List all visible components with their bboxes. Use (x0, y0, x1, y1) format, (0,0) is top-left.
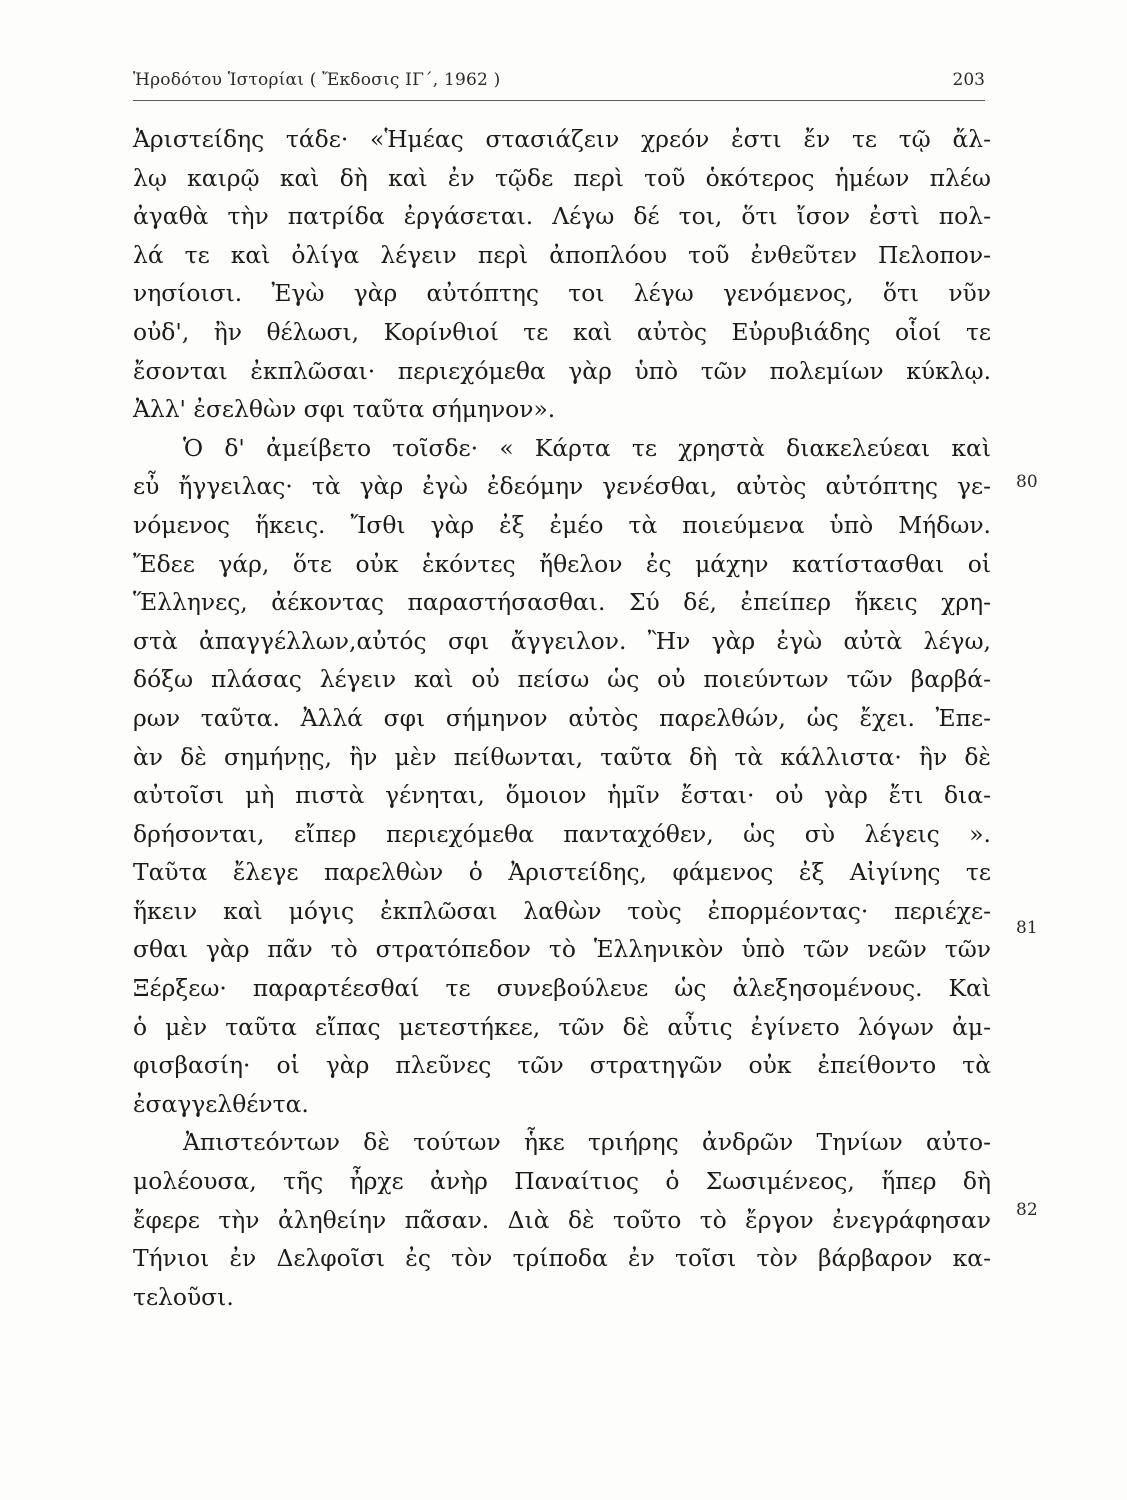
text-line: Ὁ δ' ἀμείβετο τοῖσδε· « Κάρτα τε χρηστὰ διακελεύεαι καὶ (183, 433, 991, 462)
text-line: σθαι γὰρ πᾶν τὸ στρατόπεδον τὸ Ἑλληνικὸν ὑπὸ τῶν νεῶν τῶν (133, 935, 991, 964)
text-line: Τήνιοι ἐν Δελφοῖσι ἐς τὸν τρίποδα ἐν τοῖσι τὸν βάρβαρον κα- (133, 1244, 991, 1273)
header-title: Ἡροδότου Ἱστορίαι ( Ἔκδοσις ΙΓ΄, 1962 ) (133, 70, 501, 90)
text-line: νόμενος ἥκεις. Ἴσθι γὰρ ἐξ ἐμέο τὰ ποιεύμενα ὑπὸ Μήδων. (133, 510, 991, 539)
text-line: ἔσονται ἐκπλῶσαι· περιεχόμεθα γὰρ ὑπὸ τῶν πολεμίων κύκλῳ. (133, 356, 991, 385)
text-line: δόξω πλάσας λέγειν καὶ οὐ πείσω ὡς οὐ ποιεύντων τῶν βαρβά- (133, 665, 991, 694)
text-line: ἐσαγγελθέντα. (133, 1089, 309, 1118)
running-header (133, 66, 985, 94)
margin-number: 82 (1016, 1200, 1038, 1220)
text-line: Ἀπιστεόντων δὲ τούτων ἧκε τριήρης ἀνδρῶν Τηνίων αὐτο- (183, 1128, 991, 1157)
margin-number: 81 (1016, 918, 1038, 938)
text-line: ὁ μὲν ταῦτα εἴπας μετεστήκεε, τῶν δὲ αὖτις ἐγίνετο λόγων ἀμ- (133, 1012, 991, 1041)
text-line: Ταῦτα ἔλεγε παρελθὼν ὁ Ἀριστείδης, φάμενος ἐξ Αἰγίνης τε (133, 858, 991, 887)
text-line: εὖ ἤγγειλας· τὰ γὰρ ἐγὼ ἐδεόμην γενέσθαι, αὐτὸς αὐτόπτης γε- (133, 472, 991, 501)
margin-number: 80 (1016, 472, 1038, 492)
text-line: Ξέρξεω· παραρτέεσθαί τε συνεβούλευε ὡς ἀλεξησομένους. Καὶ (133, 974, 991, 1003)
text-line: μολέουσα, τῆς ἦρχε ἀνὴρ Παναίτιος ὁ Σωσιμένεος, ἥπερ δὴ (133, 1167, 991, 1196)
text-line: στὰ ἀπαγγέλλων,αὐτός σφι ἄγγειλον. Ἢν γὰρ ἐγὼ αὐτὰ λέγω, (133, 626, 991, 655)
text-line: αὐτοῖσι μὴ πιστὰ γένηται, ὅμοιον ἡμῖν ἔσται· οὐ γὰρ ἔτι δια- (133, 781, 991, 810)
text-line: ἀγαθὰ τὴν πατρίδα ἐργάσεται. Λέγω δέ τοι, ὅτι ἴσον ἐστὶ πολ- (133, 202, 991, 231)
text-line: οὐδ', ἢν θέλωσι, Κορίνθιοί τε καὶ αὐτὸς Εὐρυβιάδης οἷοί τε (133, 317, 991, 346)
text-line: Ἀλλ' ἐσελθὼν σφι ταῦτα σήμηνον». (133, 395, 556, 424)
text-line: φισβασίη· οἱ γὰρ πλεῦνες τῶν στρατηγῶν οὐκ ἐπείθοντο τὰ (133, 1051, 991, 1080)
text-line: Ἀριστείδης τάδε· «Ἡμέας στασιάζειν χρεόν ἐστι ἔν τε τῷ ἄλ- (133, 125, 991, 153)
text-line: ρων ταῦτα. Ἀλλά σφι σήμηνον αὐτὸς παρελθών, ὡς ἔχει. Ἐπε- (133, 703, 991, 732)
header-rule (133, 100, 985, 101)
text-line: ὰν δὲ σημήνῃς, ἢν μὲν πείθωνται, ταῦτα δὴ τὰ κάλλιστα· ἢν δὲ (133, 742, 991, 771)
text-line: ἔφερε τὴν ἀληθείην πᾶσαν. Διὰ δὲ τοῦτο τὸ ἔργον ἐνεγράφησαν (133, 1205, 991, 1234)
page-number: 203 (952, 70, 985, 90)
text-line: λῳ καιρῷ καὶ δὴ καὶ ἐν τῷδε περὶ τοῦ ὁκότερος ἡμέων πλέω (133, 163, 991, 192)
text-body (133, 120, 991, 1316)
text-line: Ἔδεε γάρ, ὅτε οὐκ ἑκόντες ἤθελον ἐς μάχην κατίστασθαι οἱ (133, 549, 991, 578)
text-line: τελοῦσι. (133, 1282, 234, 1311)
text-line: ἥκειν καὶ μόγις ἐκπλῶσαι λαθὼν τοὺς ἐπορμέοντας· περιέχε- (133, 896, 991, 925)
text-line: νησίοισι. Ἐγὼ γὰρ αὐτόπτης τοι λέγω γενόμενος, ὅτι νῦν (133, 279, 991, 308)
text-line: δρήσονται, εἴπερ περιεχόμεθα πανταχόθεν, ὡς σὺ λέγεις ». (133, 819, 991, 848)
text-line: λά τε καὶ ὀλίγα λέγειν περὶ ἀποπλόου τοῦ ἐνθεῦτεν Πελοπον- (133, 240, 991, 269)
text-line: Ἕλληνες, ἀέκοντας παραστήσασθαι. Σύ δέ, ἐπείπερ ἥκεις χρη- (133, 588, 991, 617)
